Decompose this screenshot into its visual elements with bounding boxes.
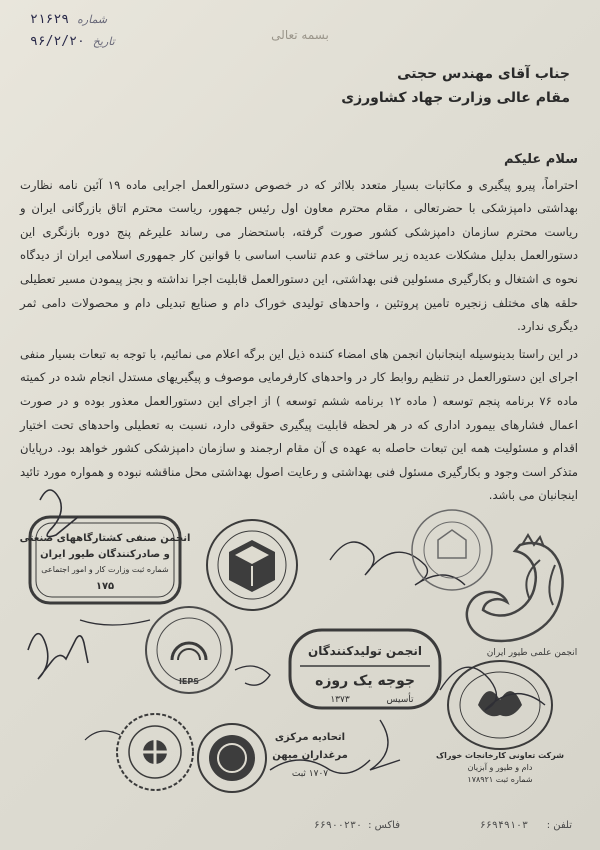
letter-greeting: سلام علیکم: [504, 152, 578, 167]
company-line-1: شرکت تعاونی کارخانجات خوراک: [435, 751, 565, 760]
stamp-poultry-union: [198, 724, 266, 792]
ieps-code: IEPS: [178, 677, 200, 686]
stamp-2-year: ۱۳۷۳: [330, 695, 350, 705]
letter-footer: [0, 820, 600, 838]
stamp-industrial-slaughterhouses: [20, 517, 191, 603]
addressee-name: جناب آقای مهندس حجتی: [397, 66, 570, 82]
footer-fax-label: فاکس :: [368, 820, 400, 831]
signature-1: [40, 490, 78, 537]
letter-date-value: ۹۶/۲/۲۰: [30, 33, 85, 49]
union-number: ۱۷۰۷ ثبت: [291, 769, 329, 779]
bismillah-header: بسمه تعالی: [271, 28, 329, 42]
signature-2: [330, 542, 465, 585]
stamp-2-line-1: انجمن تولیدکنندگان: [307, 644, 423, 658]
footer-fax-value: ۶۶۹۰۰۲۳۰: [313, 820, 362, 831]
signature-7: [370, 720, 400, 770]
stamp-feed-company: [436, 661, 564, 784]
letter-number-value: ۲۱۶۲۹: [30, 11, 70, 27]
stamp-chick-producers: [290, 630, 440, 708]
letter-paragraph-1: احتراماً، پیرو پیگیری و مکاتبات بسیار متعدد بلااثر که در خصوص دستورالعمل اجرایی ماده ۱۹ آئین نامه نظارت بهداشتی دامپزشکی با حضرتعالی ، مقام محترم معاون اول رئیس جمهور، ریاست محترم اتاق بازرگانی ایران و ریاست محترم سازمان دامپزشکی کشور صورت گرفته، باستحضار می رساند علیرغم پنج دوره بازنگری این دستورالعمل بدلیل مشکلات عدیده زیر ساختی و عدم تناسب اساسی با قوانین کار جمهوری اسلامی ایران از دیدگاه نحوه ی اشتغال و بکارگیری مسئولین فنی بهداشتی، این دستورالعمل قابلیت اجرا نداشته و بجز پیمودن مسیر تعطیلی حلقه های مختلف زنجیره تامین پروتئین ، واحدهای تولیدی خوراک دام و صنایع تبدیلی دام و محصولات دامی ثمر دیگری ندارد.: [20, 177, 579, 334]
stamp-2-line-2: جوجه یک روزه: [315, 673, 415, 689]
footer-tel-value: ۶۶۹۴۹۱۰۳: [479, 820, 528, 831]
letter-number-label: شماره: [77, 12, 108, 26]
stamp-2-founded: تأسیس: [386, 695, 414, 705]
signature-3: [28, 634, 88, 679]
company-line-3: شماره ثبت ۱۷۸۹۲۱: [467, 775, 533, 784]
union-caption-1: اتحادیه مرکزی: [274, 732, 346, 743]
signature-4: [235, 666, 270, 685]
signature-5: [440, 667, 545, 710]
stamp-round-top-right: [412, 510, 492, 590]
poultry-association-caption: انجمن علمی طیور ایران: [486, 648, 578, 658]
stamp-1-line-3: شماره ثبت وزارت کار و امور اجتماعی: [41, 565, 169, 574]
stamp-ieps: [146, 607, 232, 693]
footer-tel-label: تلفن :: [546, 820, 572, 831]
stamp-round-cube: [207, 520, 297, 610]
letter-paragraph-2: در این راستا بدینوسیله اینجانبان انجمن های امضاء کننده ذیل این برگه اعلام می نمائیم، با توجه به تبعات بسیار منفی اجرای این دستورالعمل در تنظیم روابط کار در واحدهای کارفرمایی موصوف و پیگیریهای مستدل انجام شده در کمیته ماده ۷۶ برنامه پنجم توسعه ( ماده ۱۲ برنامه ششم توسعه ) از اجرای این دستورالعمل معذور بوده و در صورت اعمال فشارهای بیمورد اداری که در هر لحظه قابلیت پیگیری حقوقی دارد، نسبت به تعطیلی واحدهای تحت اختیار اقدام و مسئولیت همه این تبعات حاصله به عهده ی آن مقام ارجمند و سازمان دامپزشکی کشور خواهد بود. درپایان متذکر است وجود و بکارگیری مسئول فنی بهداشتی و رعایت اصول بهداشتی محل مناقشه نبوده و همواره مورد تائید اینجانبان می باشد.: [20, 346, 578, 503]
stamp-1-line-4: ۱۷۵: [95, 581, 115, 592]
union-caption-2: مرغداران میهن: [272, 750, 348, 761]
stamp-gear: [117, 714, 193, 790]
company-line-2: دام و طیور و آبزیان: [467, 763, 533, 772]
addressee-title: مقام عالی وزارت جهاد کشاورزی: [341, 90, 570, 106]
stamp-1-line-2: و صادرکنندگان طیور ایران: [40, 549, 170, 560]
stamp-1-line-1: انجمن صنفی کشتارگاههای صنعتی: [19, 533, 191, 544]
rooster-logo-icon: [467, 535, 577, 658]
letter-date-label: تاریخ: [92, 34, 115, 48]
